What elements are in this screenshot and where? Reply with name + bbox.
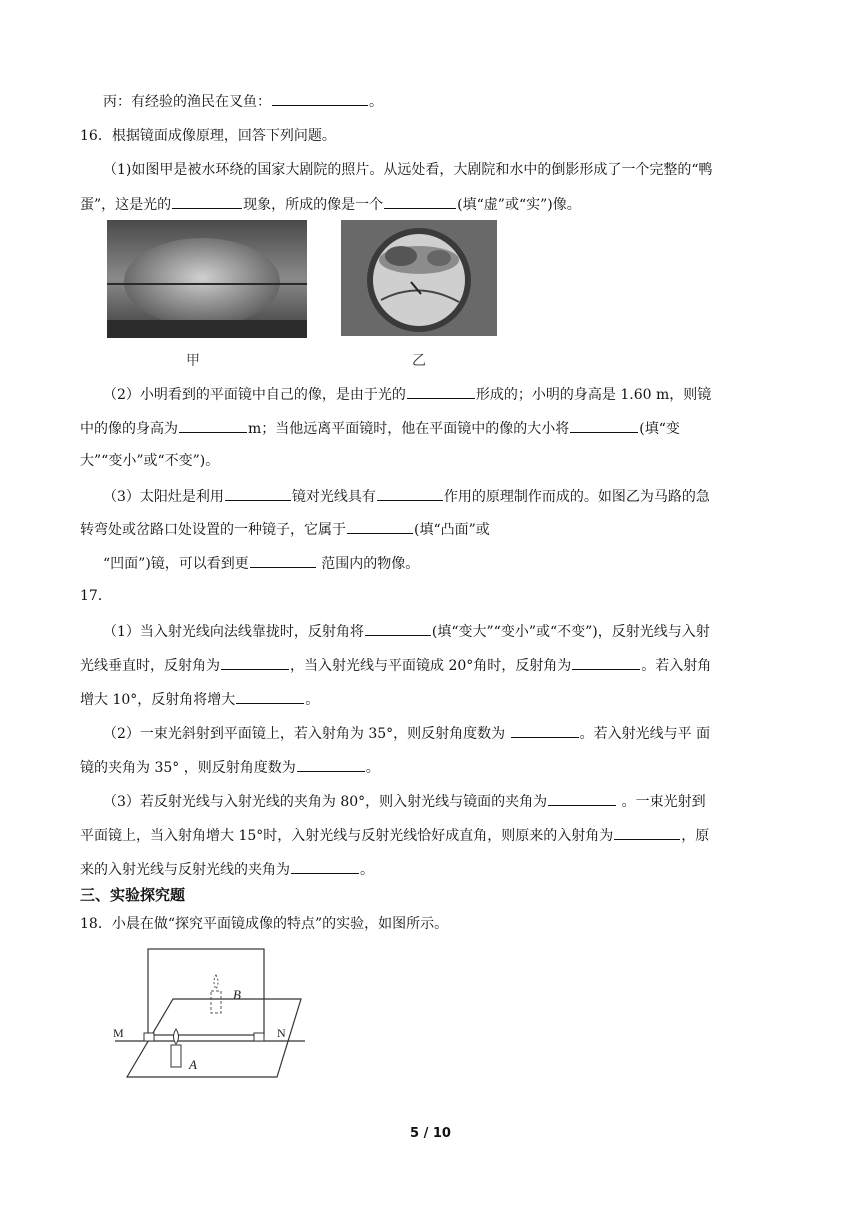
label-A: A [189, 1057, 197, 1072]
answer-blank[interactable] [365, 620, 431, 636]
q17-part3-line1: （3）若反射光线与入射光线的夹角为 80°，则入射光线与镜面的夹角为 。一束光射到 [103, 790, 706, 812]
answer-blank[interactable] [291, 858, 359, 874]
label-N: N [277, 1026, 286, 1040]
answer-blank[interactable] [250, 552, 316, 568]
q16-part2-line2: 中的像的身高为 m；当他远离平面镜时，他在平面镜中的像的大小将 (填“变 [80, 417, 680, 439]
answer-line-bing: 丙：有经验的渔民在叉鱼： 。 [103, 90, 383, 112]
answer-blank[interactable] [225, 485, 291, 501]
q17-part2-line2: 镜的夹角为 35° ，则反射角度数为 。 [80, 756, 380, 778]
q17-part3-line2: 平面镜上，当入射角增大 15°时，入射光线与反射光线恰好成直角，则原来的入射角为 ，原 [80, 824, 709, 846]
question-18-title: 18．小晨在做“探究平面镜成像的特点”的实验，如图所示。 [80, 916, 449, 932]
q16-part2-line3: 大”“变小”或“不变”)。 [80, 453, 220, 469]
section-3-heading: 三、实验探究题 [80, 886, 186, 904]
answer-blank[interactable] [297, 756, 365, 772]
question-17-title: 17． [80, 588, 112, 604]
page-number: 5 / 10 [410, 1126, 451, 1141]
figure-jia-caption: 甲 [186, 353, 200, 369]
answer-blank[interactable] [407, 383, 475, 399]
answer-blank[interactable] [272, 90, 368, 106]
figure-yi-caption: 乙 [412, 353, 426, 369]
label-B: B [233, 987, 241, 1002]
answer-blank[interactable] [548, 790, 616, 806]
answer-blank[interactable] [614, 824, 680, 840]
q17-part1-line3: 增大 10°，反射角将增大 。 [80, 688, 319, 710]
answer-blank[interactable] [572, 654, 640, 670]
answer-blank[interactable] [236, 688, 304, 704]
answer-blank[interactable] [172, 193, 242, 209]
label-M: M [113, 1026, 124, 1040]
convex-mirror-photo [341, 220, 497, 336]
answer-blank[interactable] [570, 417, 638, 433]
q16-part3-line1: （3）太阳灶是利用 镜对光线具有 作用的原理制作而成的。如图乙为马路的急 [103, 485, 710, 507]
national-grand-theatre-photo [107, 220, 307, 338]
answer-blank[interactable] [384, 193, 456, 209]
q16-part3-line3: “凹面”)镜，可以看到更 范围内的物像。 [103, 552, 419, 574]
q16-part1-line2: 蛋”，这是光的 现象，所成的像是一个 (填“虚”或“实”)像。 [80, 193, 581, 215]
q17-part2-line1: （2）一束光斜射到平面镜上，若入射角为 35°，则反射角度数为 。若入射光线与平 面 [103, 722, 710, 744]
q16-part2-line1: （2）小明看到的平面镜中自己的像，是由于光的 形成的；小明的身高是 1.60 m，则镜 [103, 383, 711, 405]
q16-part1-line1: （1)如图甲是被水环绕的国家大剧院的照片。从远处看，大剧院和水中的倒影形成了一个完整的“鸭 [103, 162, 713, 178]
answer-blank[interactable] [221, 654, 289, 670]
q17-part1-line1: （1）当入射光线向法线靠拢时，反射角将 (填“变大”“变小”或“不变”)，反射光线与入射 [103, 620, 710, 642]
answer-blank[interactable] [511, 722, 579, 738]
q17-part1-line2: 光线垂直时，反射角为 ，当入射光线与平面镜成 20°角时，反射角为 。若入射角 [80, 654, 711, 676]
answer-blank[interactable] [377, 485, 443, 501]
question-16-title: 16．根据镜面成像原理，回答下列问题。 [80, 128, 336, 144]
plane-mirror-experiment-diagram [105, 945, 315, 1085]
q17-part3-line3: 来的入射光线与反射光线的夹角为 。 [80, 858, 374, 880]
answer-blank[interactable] [347, 518, 413, 534]
answer-blank[interactable] [179, 417, 247, 433]
q16-part3-line2: 转弯处或岔路口处设置的一种镜子，它属于 (填“凸面”或 [80, 518, 490, 540]
